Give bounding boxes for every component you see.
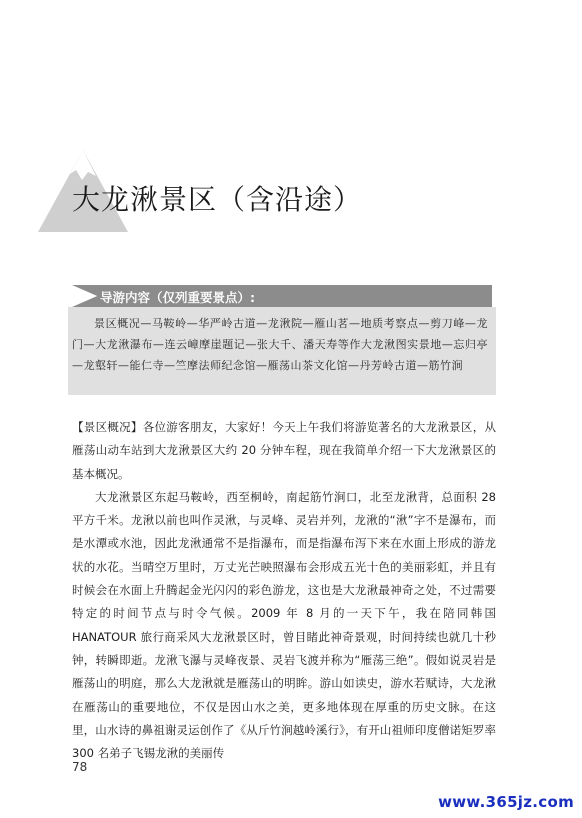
paragraph-overview: 【景区概况】各位游客朋友，大家好！今天上午我们将游览著名的大龙湫景区，从雁荡山动车站到大龙湫景区大约 20 分钟车程，现在我简单介绍一下大龙湫景区的基本概况。 <box>72 420 496 481</box>
chapter-title: 大龙湫景区（含沿途） <box>72 183 363 216</box>
body-text <box>72 416 496 765</box>
guide-header-label: 导游内容（仅列重要景点）: <box>100 290 255 305</box>
paragraph-description: 大龙湫景区东起马鞍岭，西至桐岭，南起筋竹涧口，北至龙湫背，总面积 28 平方千米。龙湫以前也叫作灵湫，与灵峰、灵岩并列，龙湫的“湫”字不是瀑布，而是水潭或水池，因此龙湫通常不是指瀑布，而是指瀑布泻下来在水面上形成的游龙状的水花。当晴空万里时，万丈光芒映照瀑布会形成五光十色的美丽彩虹，并且有时候会在水面上升腾起金光闪闪的彩色游龙，这也是大龙湫最神奇之处，不过需要特定的时间节点与时令气候。2009 年 8 月的一天下午，我在陪同韩国 HANATOUR 旅行商采风大龙湫景区时，曾目睹此神奇景观，时间持续也就几十秒钟，转瞬即逝。龙湫飞瀑与灵峰夜景、灵岩飞渡并称为“雁荡三绝”。假如说灵岩是雁荡山的明庭，那么大龙湫就是雁荡山的明眸。游山如读史，游水若赋诗，大龙湫在雁荡山的重要地位，不仅是因山水之美，更多地体现在厚重的历史文脉。在这里，山水诗的鼻祖谢灵运创作了《从斤竹涧越岭溪行》，有开山祖师印度僧诺矩罗率 300 名弟子飞锡龙湫的美丽传 <box>72 489 496 761</box>
page-number: 78 <box>72 760 88 774</box>
guide-content-box: 景区概况—马鞍岭—华严岭古道—龙湫院—雁山茗—地质考察点—剪刀峰—龙门—大龙湫瀑布—连云嶂摩崖题记—张大千、潘天寿等作大龙湫图实景地—忘归亭—龙壑轩—能仁寺—竺摩法师纪念馆—雁荡山茶文化馆—丹芳岭古道—筋竹涧 <box>68 307 496 395</box>
watermark: www.365jz.com <box>438 793 574 811</box>
